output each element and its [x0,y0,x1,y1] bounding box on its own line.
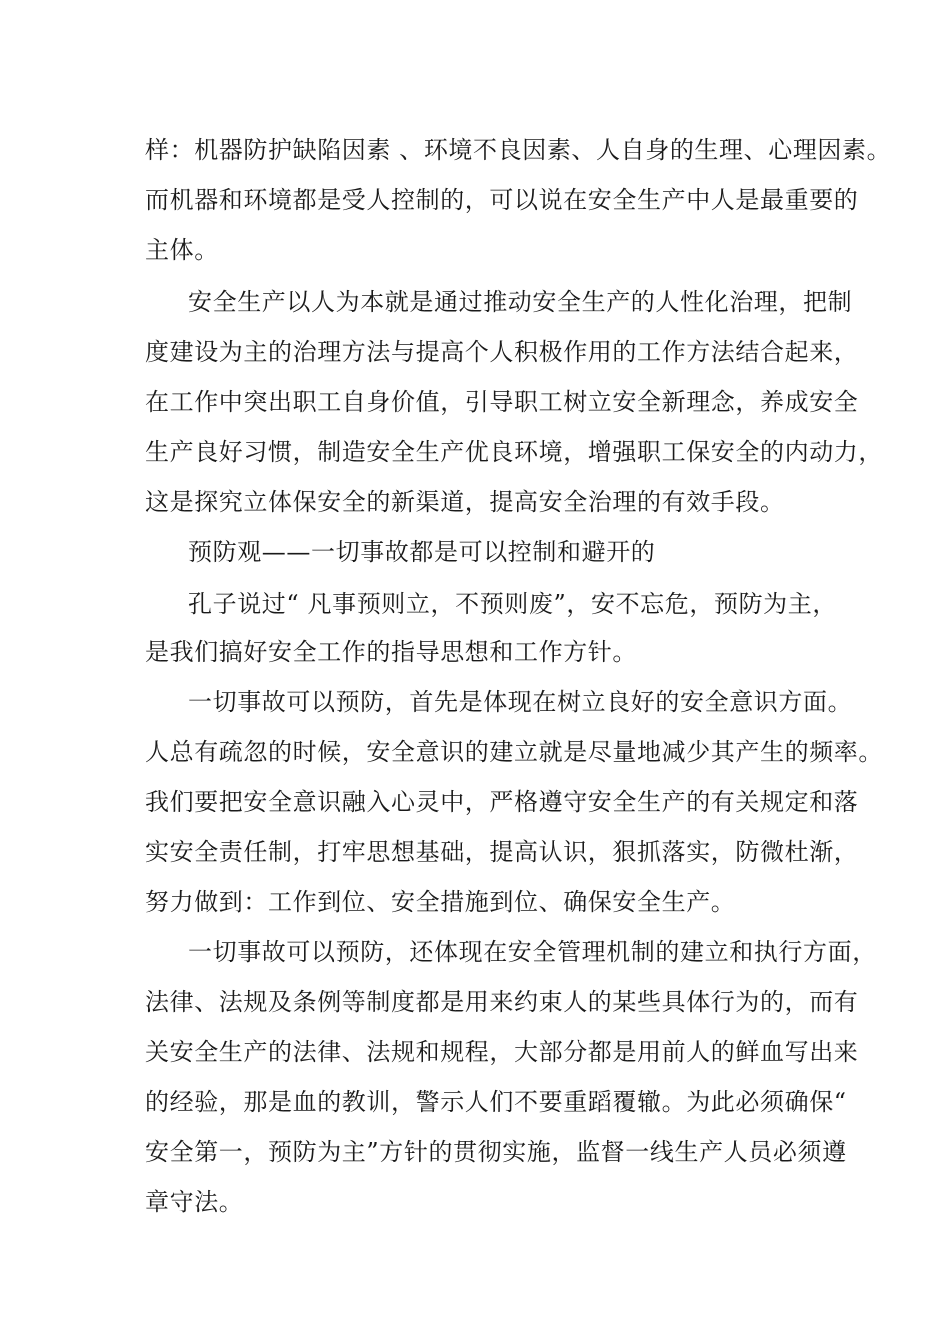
paragraph-first-line: 孔子说过“ 凡事预则立，不预则废”，安不忘危，预防为主， [188,590,837,618]
text-line: 是我们搞好安全工作的指导思想和工作方针。 [145,638,637,666]
paragraph-first-line: 安全生产以人为本就是通过推动安全生产的人性化治理，把制 [188,288,853,316]
paragraph-first-line: 一切事故可以预防，还体现在安全管理机制的建立和执行方面， [188,938,877,966]
text-line: 法律、法规及条例等制度都是用来约束人的某些具体行为的，而有 [145,988,859,1016]
text-line: 章守法。 [145,1188,244,1216]
text-line: 关安全生产的法律、法规和规程，大部分都是用前人的鲜血写出来 [145,1038,859,1066]
text-line: 实安全责任制，打牢思想基础，提高认识，狠抓落实，防微杜渐， [145,838,859,866]
text-line: 安全第一，预防为主”方针的贯彻实施，监督一线生产人员必须遵 [145,1138,847,1166]
text-line: 的经验，那是血的教训，警示人们不要重蹈覆辙。为此必须确保“ [145,1088,847,1116]
section-heading: 预防观——一切事故都是可以控制和避开的 [188,538,656,566]
text-line: 人总有疏忽的时候，安全意识的建立就是尽量地减少其产生的频率。 [145,738,883,766]
text-line: 而机器和环境都是受人控制的，可以说在安全生产中人是最重要的 [145,186,859,214]
text-line: 主体。 [145,236,219,264]
text-line: 在工作中突出职工自身价值，引导职工树立安全新理念，养成安全 [145,388,859,416]
text-line: 生产良好习惯，制造安全生产优良环境，增强职工保安全的内动力， [145,438,883,466]
text-line: 度建设为主的治理方法与提高个人积极作用的工作方法结合起来， [145,338,859,366]
text-line: 我们要把安全意识融入心灵中，严格遵守安全生产的有关规定和落 [145,788,859,816]
text-line: 样：机器防护缺陷因素 、环境不良因素、人自身的生理、心理因素。 [145,136,892,164]
paragraph-first-line: 一切事故可以预防，首先是体现在树立良好的安全意识方面。 [188,688,853,716]
text-line: 努力做到：工作到位、安全措施到位、确保安全生产。 [145,888,736,916]
text-line: 这是探究立体保安全的新渠道，提高安全治理的有效手段。 [145,488,785,516]
